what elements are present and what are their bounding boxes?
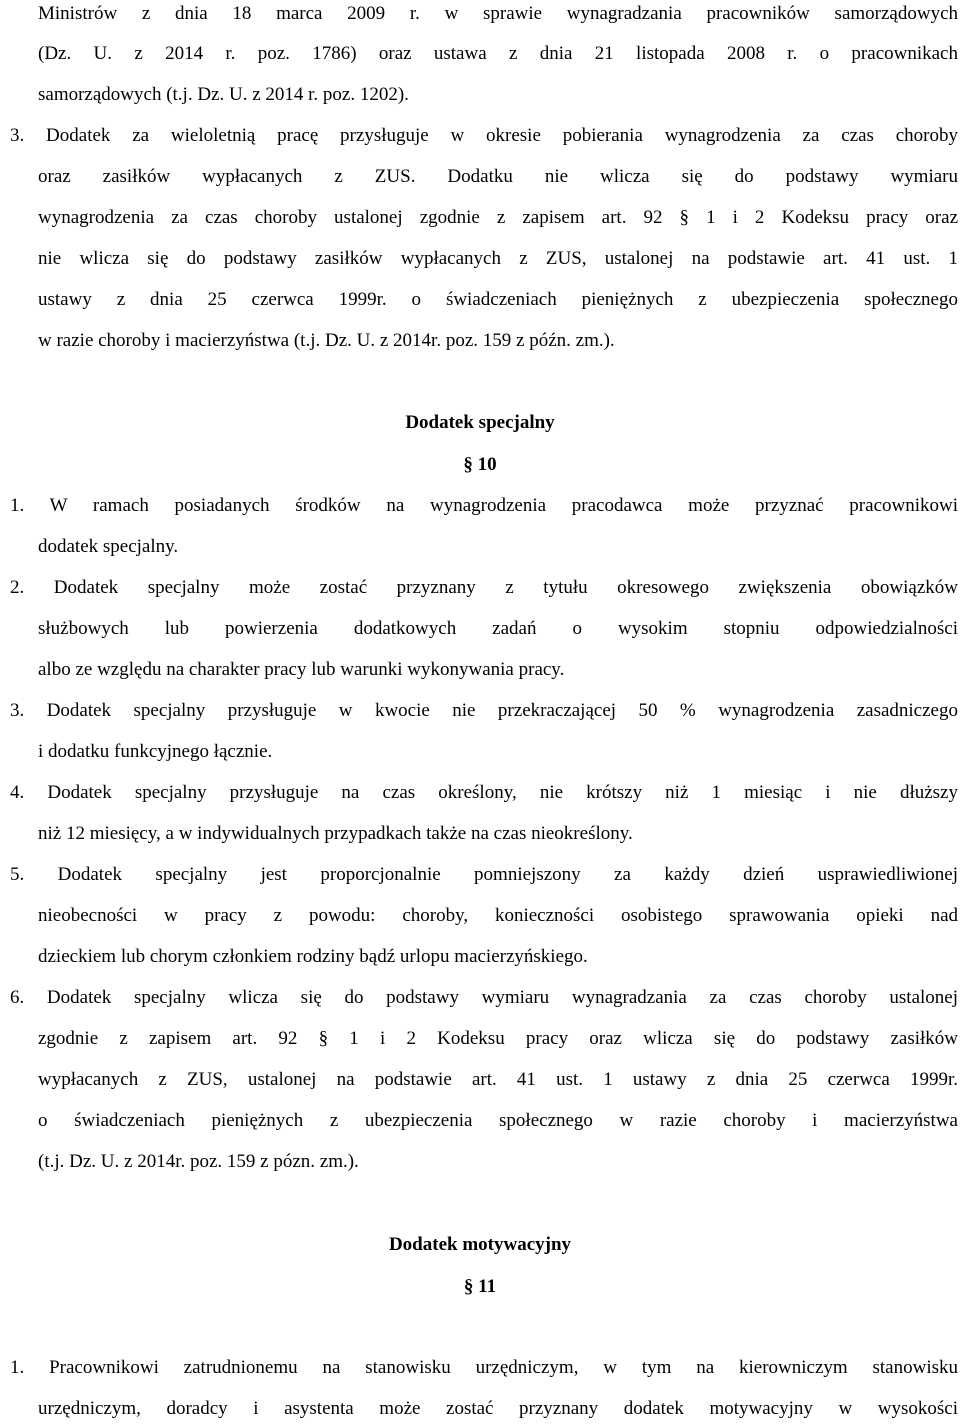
text-line: niż 12 miesięcy, a w indywidualnych przypadkach także na czas nieokreślony. bbox=[38, 823, 633, 844]
text-line: nie wlicza się do podstawy zasiłków wypłacanych z ZUS, ustalonej na podstawie art. 41 ust. 1 bbox=[38, 248, 958, 269]
text-line: dzieckiem lub chorym członkiem rodziny bądź urlopu macierzyńskiego. bbox=[38, 946, 588, 967]
paragraph-line: 6. Dodatek specjalny wlicza się do podstawy wymiaru wynagradzania za czas choroby ustalonej bbox=[10, 987, 958, 1008]
text-line: (Dz. U. z 2014 r. poz. 1786) oraz ustawa z dnia 21 listopada 2008 r. o pracownikach bbox=[38, 43, 958, 64]
text-line: Ministrów z dnia 18 marca 2009 r. w sprawie wynagradzania pracowników samorządowych bbox=[38, 3, 958, 24]
text-line: (t.j. Dz. U. z 2014r. poz. 159 z pózn. zm.). bbox=[38, 1151, 359, 1172]
section-number: § 10 bbox=[463, 454, 497, 475]
text-line: albo ze względu na charakter pracy lub warunki wykonywania pracy. bbox=[38, 659, 565, 680]
paragraph-line: 1. W ramach posiadanych środków na wynagrodzenia pracodawca może przyznać pracownikowi bbox=[10, 495, 958, 516]
paragraph-line: 5. Dodatek specjalny jest proporcjonalnie pomniejszony za każdy dzień usprawiedliwionej bbox=[10, 864, 958, 885]
text-line: i dodatku funkcyjnego łącznie. bbox=[38, 741, 273, 762]
text-line: urzędniczym, doradcy i asystenta może zostać przyznany dodatek motywacyjny w wysokości bbox=[38, 1398, 958, 1419]
paragraph-line: 2. Dodatek specjalny może zostać przyznany z tytułu okresowego zwiększenia obowiązków bbox=[10, 577, 958, 598]
text-line: w razie choroby i macierzyństwa (t.j. Dz. U. z 2014r. poz. 159 z późn. zm.). bbox=[38, 330, 615, 351]
text-line: służbowych lub powierzenia dodatkowych zadań o wysokim stopniu odpowiedzialności bbox=[38, 618, 958, 639]
text-line: ustawy z dnia 25 czerwca 1999r. o świadczeniach pieniężnych z ubezpieczenia społecznego bbox=[38, 289, 958, 310]
paragraph-line: 4. Dodatek specjalny przysługuje na czas określony, nie krótszy niż 1 miesiąc i nie dłuższy bbox=[10, 782, 958, 803]
paragraph-line: 3. Dodatek specjalny przysługuje w kwocie nie przekraczającej 50 % wynagrodzenia zasadniczego bbox=[10, 700, 958, 721]
text-line: zgodnie z zapisem art. 92 § 1 i 2 Kodeksu pracy oraz wlicza się do podstawy zasiłków bbox=[38, 1028, 958, 1049]
section-title: Dodatek motywacyjny bbox=[388, 1234, 572, 1255]
text-line: oraz zasiłków wypłacanych z ZUS. Dodatku nie wlicza się do podstawy wymiaru bbox=[38, 166, 958, 187]
section-title: Dodatek specjalny bbox=[405, 412, 555, 433]
text-line: wynagrodzenia za czas choroby ustalonej zgodnie z zapisem art. 92 § 1 i 2 Kodeksu pracy oraz bbox=[38, 207, 958, 228]
text-line: o świadczeniach pieniężnych z ubezpieczenia społecznego w razie choroby i macierzyństwa bbox=[38, 1110, 958, 1131]
text-line: nieobecności w pracy z powodu: choroby, konieczności osobistego sprawowania opieki nad bbox=[38, 905, 958, 926]
paragraph-line: 1. Pracownikowi zatrudnionemu na stanowisku urzędniczym, w tym na kierowniczym stanowisku bbox=[10, 1357, 958, 1378]
text-line: wypłacanych z ZUS, ustalonej na podstawie art. 41 ust. 1 ustawy z dnia 25 czerwca 1999r. bbox=[38, 1069, 958, 1090]
text-line: dodatek specjalny. bbox=[38, 536, 179, 557]
section-number: § 11 bbox=[463, 1276, 497, 1297]
text-line: samorządowych (t.j. Dz. U. z 2014 r. poz. 1202). bbox=[38, 84, 409, 105]
paragraph-line: 3. Dodatek za wieloletnią pracę przysługuje w okresie pobierania wynagrodzenia za czas choroby bbox=[10, 125, 958, 146]
